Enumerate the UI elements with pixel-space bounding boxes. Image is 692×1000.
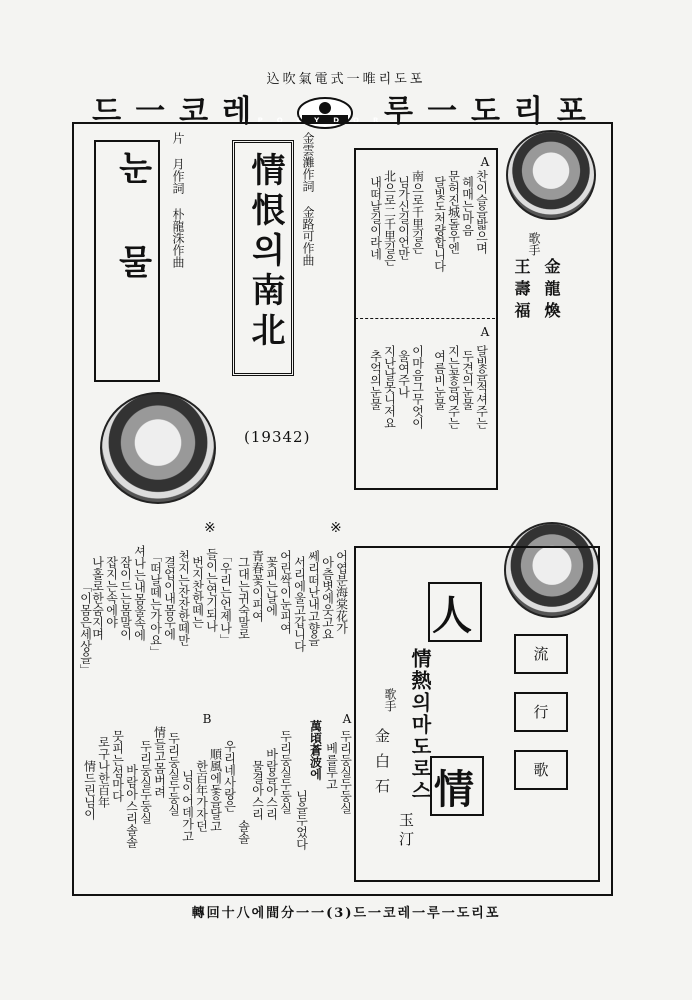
genre-char: 流 bbox=[514, 634, 568, 674]
song1-line: 문허진城돌우엔 bbox=[446, 170, 461, 254]
genre-char: 行 bbox=[514, 692, 568, 732]
song1-line: 추억의눈물 bbox=[368, 350, 383, 410]
song3-line: 順風에돛을달고 bbox=[208, 748, 223, 832]
singer-photo-2 bbox=[100, 392, 216, 504]
song3-side-b-label: B bbox=[200, 712, 214, 726]
song2-mark: ※ bbox=[330, 520, 342, 536]
song3-line: 두리둥실두둥실 bbox=[138, 740, 153, 824]
song1-line: 달빛을적셔주는 bbox=[474, 345, 489, 429]
song2-line: 어린싹이눈피여 bbox=[278, 550, 293, 634]
song1-side-a-label: A bbox=[478, 155, 492, 169]
logo-text: POLYDOR bbox=[257, 116, 392, 125]
song1-line: 이마음그무엇이 bbox=[410, 345, 425, 429]
song2-line: 잡지는속에야 bbox=[104, 556, 119, 628]
song3-title-char: 人 bbox=[432, 592, 472, 639]
song2-line: 쎄리떠난내고향을 bbox=[306, 550, 321, 646]
song1-line: 두견의눈물 bbox=[460, 350, 475, 410]
song2-mark: ※ bbox=[204, 520, 216, 536]
song1-singer-name: 金龍煥 bbox=[542, 258, 561, 324]
song2-line: 「우리는언제나」 bbox=[218, 550, 233, 646]
song1-line: 여름비눈물 bbox=[432, 350, 447, 410]
song2-line: 번지찬한떼는 bbox=[190, 556, 205, 628]
song1-composer: 金雲灘作詞 金路可作曲 bbox=[301, 132, 315, 266]
song3-line: 萬頃蒼波에 bbox=[308, 720, 323, 780]
song2-line: 잠이드는몸말이 bbox=[118, 556, 133, 640]
song1-singer-label: 歌手 bbox=[527, 232, 541, 256]
song1-divider bbox=[355, 318, 495, 319]
song3-line: 情들고몸버려 bbox=[152, 726, 167, 798]
singer-photo-1 bbox=[506, 130, 596, 220]
song3-line: 두리둥실두둥실 bbox=[278, 730, 293, 814]
song2-line: 아츰볏에웃고요 bbox=[320, 556, 335, 640]
song1-line: 달빛도처량합니다 bbox=[432, 176, 447, 272]
song3-line: 한百年가자던 bbox=[194, 760, 209, 832]
song3-line: 베를투고 bbox=[324, 742, 339, 790]
song2-line: 결업이내몸우에 bbox=[162, 556, 177, 640]
song3-line: 뭇피는섬마다 bbox=[110, 730, 125, 802]
song3-line: 두리둥실두둥실 bbox=[338, 730, 353, 814]
song1-line: 헤매는마음 bbox=[460, 176, 475, 236]
song1-title: 情恨의南北 bbox=[245, 152, 285, 352]
song3-singer-name: 金白石 bbox=[373, 728, 391, 803]
song1-line: 울여주나 bbox=[396, 350, 411, 398]
song1-line: 지난날못니저요 bbox=[382, 345, 397, 429]
song1-line: 찬이슬을밟으며 bbox=[474, 170, 489, 254]
song1-line: 南으로千里길은 bbox=[410, 170, 425, 254]
song1-year: (19342) bbox=[244, 428, 311, 446]
song2-title: 눈물 bbox=[112, 150, 152, 338]
song3-line: 로구나한百年 bbox=[96, 736, 111, 808]
footer-text: 轉回十八에間分一一(3)드一코레一루一도리포 bbox=[191, 906, 501, 921]
song1-line: 지는꽃을여주는 bbox=[446, 345, 461, 429]
song3-subtitle: 情熱의마도로스 bbox=[408, 648, 432, 802]
song2-line: 어엽분海棠花가 bbox=[334, 550, 349, 634]
song3-line: 솔솔 bbox=[236, 820, 251, 844]
song1-line: 님가신길이언만 bbox=[396, 176, 411, 260]
song3-line: 情드린님이 bbox=[82, 760, 97, 820]
brand-left: 드一코레 bbox=[92, 94, 266, 129]
song3-singer-name: 玉汀 bbox=[397, 812, 415, 850]
song2-line: 「떠날떼는가아요」 bbox=[148, 550, 163, 658]
song1-line: 내떠날길이라네 bbox=[368, 176, 383, 260]
song3-line: 우리네사랑은 bbox=[222, 740, 237, 812]
song3-line: 바람아스리솔솔 bbox=[124, 764, 139, 848]
song2-line: 서리에울고갑니다 bbox=[292, 556, 307, 652]
song2-line: 나홀로한숨지며 bbox=[90, 556, 105, 640]
song2-credits: 月作詞 朴龍洙作曲 bbox=[171, 158, 185, 268]
song2-line: 青春꽃이피여 bbox=[250, 550, 265, 622]
song1-singer-name: 王壽福 bbox=[512, 258, 531, 324]
song2-line: 꽃피는날에 bbox=[264, 556, 279, 616]
song3-title-char: 情 bbox=[434, 766, 474, 813]
song2-line: 천지는잔잔한떼만 bbox=[176, 550, 191, 646]
song2-credit-label: 片 bbox=[171, 132, 185, 144]
song3-line: 물결아스리 bbox=[250, 760, 265, 820]
song3-line: 바람을아스리 bbox=[264, 748, 279, 820]
song2-line: 그대는귀숙말로 bbox=[236, 556, 251, 640]
brand-right: 루一도리포 bbox=[383, 94, 600, 129]
song2-line: 「이몸은세상을」 bbox=[78, 580, 93, 676]
song1-line: 北으로二千里길은 bbox=[382, 170, 397, 266]
song3-line: 님을두었다 bbox=[294, 790, 309, 850]
song2-line: 들이는연기되나 bbox=[204, 548, 219, 632]
song2-line: 셔나는내몸울속에 bbox=[132, 545, 147, 641]
song3-line: 님이어데가고 bbox=[180, 770, 195, 842]
song3-side-a-label: A bbox=[340, 712, 354, 726]
song3-singer-label: 歌手 bbox=[383, 688, 397, 712]
genre-char: 歌 bbox=[514, 750, 568, 790]
song1-side-b-label: A bbox=[478, 325, 492, 339]
song3-line: 두리둥실두둥실 bbox=[166, 732, 181, 816]
header-subtitle: 込吹氣電式一唯리도포 bbox=[266, 72, 426, 87]
